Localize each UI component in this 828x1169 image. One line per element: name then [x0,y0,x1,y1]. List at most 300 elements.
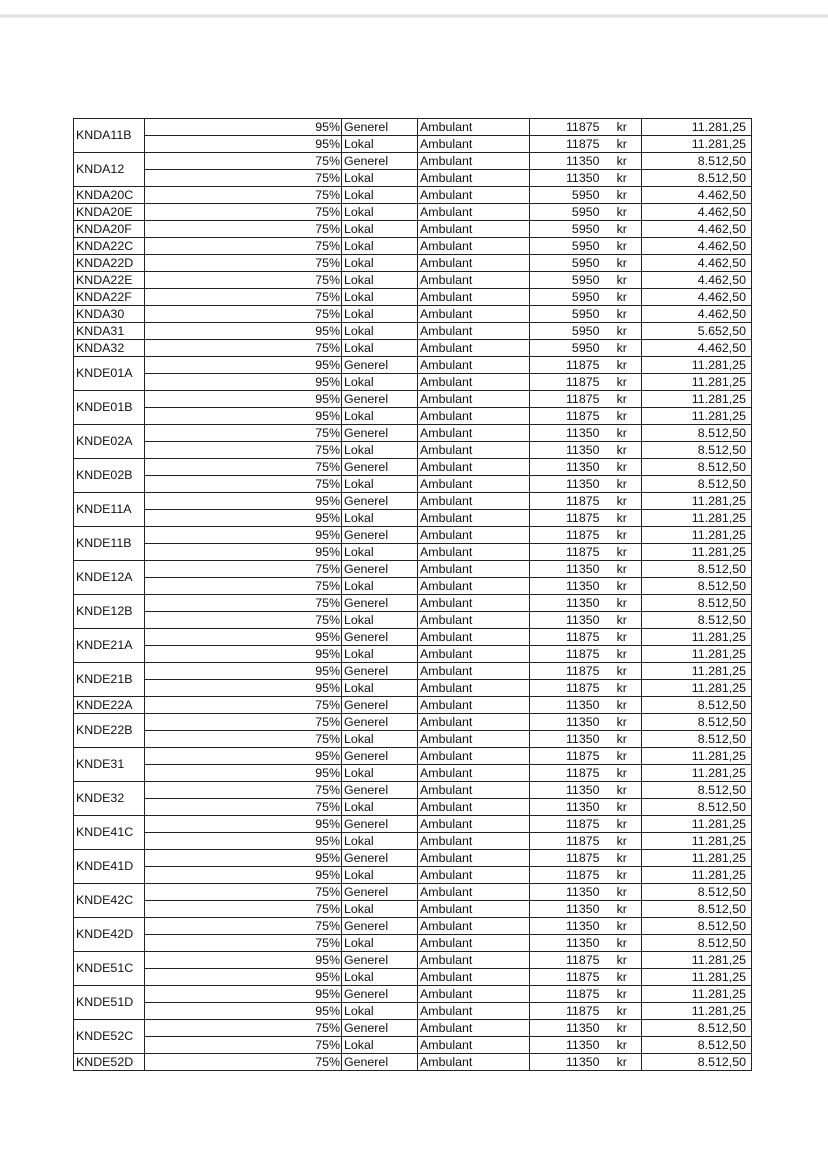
mode-cell: Ambulant [418,612,530,629]
price-cell: 5950 [530,221,603,238]
mode-cell: Ambulant [418,731,530,748]
currency-cell: kr [603,340,642,357]
price-cell: 11350 [530,1054,603,1071]
blank-cell [145,425,268,442]
mode-cell: Ambulant [418,476,530,493]
scan-edge-line [0,14,828,18]
table-row [74,782,752,799]
blank-cell [145,1037,268,1054]
type-cell: Lokal [342,187,418,204]
price-cell: 11875 [530,952,603,969]
type-cell: Lokal [342,442,418,459]
percent-cell: 95% [268,646,342,663]
mode-cell: Ambulant [418,255,530,272]
blank-cell [145,204,268,221]
table-row [74,136,752,153]
code-cell: KNDA20C [74,187,145,204]
code-cell: KNDE52D [74,1054,145,1071]
type-cell: Generel [342,1054,418,1071]
table-row [74,153,752,170]
percent-cell: 75% [268,595,342,612]
mode-cell: Ambulant [418,272,530,289]
percent-cell: 95% [268,493,342,510]
blank-cell [145,1020,268,1037]
amount-cell: 11.281,25 [642,867,752,884]
type-cell: Generel [342,425,418,442]
type-cell: Generel [342,119,418,136]
type-cell: Lokal [342,510,418,527]
amount-cell: 11.281,25 [642,374,752,391]
code-cell: KNDE32 [74,782,145,816]
price-cell: 5950 [530,255,603,272]
mode-cell: Ambulant [418,663,530,680]
amount-cell: 8.512,50 [642,935,752,952]
blank-cell [145,442,268,459]
code-cell: KNDE22A [74,697,145,714]
blank-cell [145,986,268,1003]
type-cell: Generel [342,918,418,935]
currency-cell: kr [603,374,642,391]
table-row [74,765,752,782]
code-cell: KNDE02A [74,425,145,459]
percent-cell: 75% [268,1020,342,1037]
mode-cell: Ambulant [418,442,530,459]
percent-cell: 95% [268,765,342,782]
price-cell: 11875 [530,136,603,153]
blank-cell [145,340,268,357]
type-cell: Lokal [342,680,418,697]
amount-cell: 4.462,50 [642,187,752,204]
table-row [74,697,752,714]
type-cell: Lokal [342,578,418,595]
currency-cell: kr [603,663,642,680]
amount-cell: 4.462,50 [642,238,752,255]
blank-cell [145,170,268,187]
blank-cell [145,969,268,986]
mode-cell: Ambulant [418,374,530,391]
price-cell: 11350 [530,561,603,578]
mode-cell: Ambulant [418,629,530,646]
mode-cell: Ambulant [418,527,530,544]
type-cell: Generel [342,952,418,969]
blank-cell [145,935,268,952]
amount-cell: 11.281,25 [642,629,752,646]
currency-cell: kr [603,816,642,833]
blank-cell [145,153,268,170]
table-row [74,425,752,442]
table-row [74,663,752,680]
currency-cell: kr [603,646,642,663]
mode-cell: Ambulant [418,459,530,476]
currency-cell: kr [603,986,642,1003]
table-row [74,1003,752,1020]
type-cell: Generel [342,459,418,476]
mode-cell: Ambulant [418,969,530,986]
mode-cell: Ambulant [418,119,530,136]
price-cell: 5950 [530,289,603,306]
blank-cell [145,731,268,748]
mode-cell: Ambulant [418,391,530,408]
type-cell: Lokal [342,221,418,238]
price-cell: 11875 [530,374,603,391]
amount-cell: 11.281,25 [642,952,752,969]
price-cell: 11350 [530,918,603,935]
percent-cell: 75% [268,255,342,272]
mode-cell: Ambulant [418,782,530,799]
type-cell: Generel [342,1020,418,1037]
price-cell: 11350 [530,884,603,901]
currency-cell: kr [603,408,642,425]
amount-cell: 4.462,50 [642,272,752,289]
blank-cell [145,578,268,595]
percent-cell: 75% [268,731,342,748]
mode-cell: Ambulant [418,1054,530,1071]
price-cell: 5950 [530,323,603,340]
currency-cell: kr [603,901,642,918]
price-cell: 11875 [530,680,603,697]
mode-cell: Ambulant [418,901,530,918]
table-row [74,459,752,476]
percent-cell: 95% [268,816,342,833]
table-row [74,935,752,952]
blank-cell [145,663,268,680]
amount-cell: 11.281,25 [642,391,752,408]
currency-cell: kr [603,1054,642,1071]
blank-cell [145,595,268,612]
table-row [74,714,752,731]
type-cell: Lokal [342,612,418,629]
currency-cell: kr [603,510,642,527]
price-cell: 11350 [530,782,603,799]
currency-cell: kr [603,306,642,323]
blank-cell [145,374,268,391]
type-cell: Generel [342,153,418,170]
blank-cell [145,765,268,782]
price-cell: 5950 [530,272,603,289]
price-cell: 5950 [530,238,603,255]
price-cell: 5950 [530,306,603,323]
code-cell: KNDA31 [74,323,145,340]
table-row [74,731,752,748]
percent-cell: 95% [268,663,342,680]
currency-cell: kr [603,238,642,255]
type-cell: Lokal [342,1003,418,1020]
percent-cell: 75% [268,578,342,595]
table-row [74,867,752,884]
price-cell: 11875 [530,510,603,527]
percent-cell: 75% [268,170,342,187]
mode-cell: Ambulant [418,952,530,969]
table-row [74,306,752,323]
code-cell: KNDE52C [74,1020,145,1054]
currency-cell: kr [603,459,642,476]
amount-cell: 11.281,25 [642,357,752,374]
amount-cell: 11.281,25 [642,544,752,561]
table-row [74,493,752,510]
percent-cell: 75% [268,187,342,204]
code-cell: KNDE02B [74,459,145,493]
blank-cell [145,510,268,527]
table-row [74,238,752,255]
table-row [74,391,752,408]
code-cell: KNDA22C [74,238,145,255]
percent-cell: 95% [268,986,342,1003]
amount-cell: 11.281,25 [642,136,752,153]
table-row [74,204,752,221]
amount-cell: 8.512,50 [642,612,752,629]
table-row [74,1054,752,1071]
amount-cell: 8.512,50 [642,425,752,442]
percent-cell: 95% [268,136,342,153]
percent-cell: 75% [268,306,342,323]
table-row [74,612,752,629]
currency-cell: kr [603,884,642,901]
amount-cell: 11.281,25 [642,986,752,1003]
type-cell: Lokal [342,289,418,306]
percent-cell: 75% [268,238,342,255]
blank-cell [145,255,268,272]
blank-cell [145,680,268,697]
table-row [74,595,752,612]
price-cell: 11350 [530,578,603,595]
type-cell: Lokal [342,204,418,221]
code-cell: KNDE22B [74,714,145,748]
type-cell: Lokal [342,731,418,748]
type-cell: Lokal [342,969,418,986]
mode-cell: Ambulant [418,680,530,697]
price-cell: 11875 [530,816,603,833]
currency-cell: kr [603,255,642,272]
type-cell: Lokal [342,255,418,272]
table-row [74,986,752,1003]
currency-cell: kr [603,918,642,935]
price-cell: 5950 [530,340,603,357]
code-cell: KNDE21B [74,663,145,697]
table-row [74,884,752,901]
type-cell: Generel [342,697,418,714]
amount-cell: 8.512,50 [642,476,752,493]
code-cell: KNDA22E [74,272,145,289]
table-row [74,170,752,187]
percent-cell: 75% [268,884,342,901]
blank-cell [145,1054,268,1071]
price-table [73,118,752,1071]
code-cell: KNDE11B [74,527,145,561]
blank-cell [145,782,268,799]
currency-cell: kr [603,714,642,731]
mode-cell: Ambulant [418,323,530,340]
currency-cell: kr [603,272,642,289]
price-cell: 5950 [530,204,603,221]
price-cell: 11350 [530,476,603,493]
type-cell: Lokal [342,901,418,918]
currency-cell: kr [603,391,642,408]
table-row [74,629,752,646]
price-cell: 11350 [530,425,603,442]
code-cell: KNDE51C [74,952,145,986]
price-cell: 11875 [530,119,603,136]
blank-cell [145,357,268,374]
mode-cell: Ambulant [418,408,530,425]
price-cell: 11875 [530,765,603,782]
price-cell: 11350 [530,442,603,459]
table-row [74,527,752,544]
percent-cell: 75% [268,153,342,170]
code-cell: KNDE01B [74,391,145,425]
percent-cell: 75% [268,272,342,289]
amount-cell: 8.512,50 [642,782,752,799]
amount-cell: 8.512,50 [642,153,752,170]
price-cell: 11875 [530,748,603,765]
mode-cell: Ambulant [418,578,530,595]
price-cell: 11875 [530,986,603,1003]
currency-cell: kr [603,799,642,816]
table-row [74,357,752,374]
percent-cell: 75% [268,459,342,476]
percent-cell: 75% [268,561,342,578]
blank-cell [145,187,268,204]
price-table-body [74,119,752,1071]
currency-cell: kr [603,204,642,221]
currency-cell: kr [603,969,642,986]
type-cell: Lokal [342,306,418,323]
price-cell: 11350 [530,731,603,748]
type-cell: Generel [342,663,418,680]
blank-cell [145,748,268,765]
amount-cell: 8.512,50 [642,561,752,578]
type-cell: Generel [342,595,418,612]
amount-cell: 8.512,50 [642,595,752,612]
mode-cell: Ambulant [418,238,530,255]
blank-cell [145,901,268,918]
blank-cell [145,306,268,323]
code-cell: KNDE41C [74,816,145,850]
mode-cell: Ambulant [418,306,530,323]
currency-cell: kr [603,476,642,493]
price-cell: 11875 [530,833,603,850]
code-cell: KNDA22D [74,255,145,272]
currency-cell: kr [603,561,642,578]
code-cell: KNDA20F [74,221,145,238]
table-row [74,544,752,561]
blank-cell [145,119,268,136]
type-cell: Lokal [342,272,418,289]
blank-cell [145,952,268,969]
amount-cell: 4.462,50 [642,306,752,323]
code-cell: KNDA30 [74,306,145,323]
amount-cell: 5.652,50 [642,323,752,340]
amount-cell: 11.281,25 [642,680,752,697]
type-cell: Generel [342,986,418,1003]
price-cell: 11875 [530,493,603,510]
mode-cell: Ambulant [418,136,530,153]
percent-cell: 75% [268,799,342,816]
amount-cell: 11.281,25 [642,816,752,833]
blank-cell [145,476,268,493]
table-row [74,187,752,204]
price-cell: 11875 [530,663,603,680]
blank-cell [145,833,268,850]
table-row [74,850,752,867]
blank-cell [145,136,268,153]
percent-cell: 75% [268,935,342,952]
mode-cell: Ambulant [418,714,530,731]
percent-cell: 95% [268,391,342,408]
price-cell: 11875 [530,646,603,663]
price-cell: 11875 [530,527,603,544]
price-cell: 11875 [530,408,603,425]
amount-cell: 11.281,25 [642,1003,752,1020]
price-cell: 11350 [530,595,603,612]
amount-cell: 8.512,50 [642,1054,752,1071]
code-cell: KNDA20E [74,204,145,221]
type-cell: Lokal [342,935,418,952]
code-cell: KNDE12B [74,595,145,629]
code-cell: KNDA32 [74,340,145,357]
table-row [74,289,752,306]
table-row [74,969,752,986]
mode-cell: Ambulant [418,289,530,306]
code-cell: KNDE11A [74,493,145,527]
table-row [74,1037,752,1054]
code-cell: KNDE31 [74,748,145,782]
mode-cell: Ambulant [418,204,530,221]
currency-cell: kr [603,748,642,765]
percent-cell: 75% [268,340,342,357]
type-cell: Generel [342,561,418,578]
amount-cell: 4.462,50 [642,255,752,272]
currency-cell: kr [603,527,642,544]
currency-cell: kr [603,782,642,799]
blank-cell [145,799,268,816]
price-cell: 11875 [530,391,603,408]
table-row [74,119,752,136]
amount-cell: 11.281,25 [642,765,752,782]
price-cell: 11875 [530,357,603,374]
price-cell: 11350 [530,697,603,714]
currency-cell: kr [603,136,642,153]
percent-cell: 95% [268,357,342,374]
percent-cell: 95% [268,408,342,425]
currency-cell: kr [603,765,642,782]
type-cell: Lokal [342,238,418,255]
percent-cell: 95% [268,527,342,544]
table-row [74,918,752,935]
code-cell: KNDA12 [74,153,145,187]
table-row [74,680,752,697]
currency-cell: kr [603,357,642,374]
currency-cell: kr [603,595,642,612]
amount-cell: 11.281,25 [642,510,752,527]
table-row [74,408,752,425]
amount-cell: 4.462,50 [642,221,752,238]
type-cell: Generel [342,884,418,901]
code-cell: KNDE51D [74,986,145,1020]
blank-cell [145,323,268,340]
table-row [74,272,752,289]
amount-cell: 8.512,50 [642,697,752,714]
code-cell: KNDE41D [74,850,145,884]
type-cell: Lokal [342,476,418,493]
currency-cell: kr [603,935,642,952]
currency-cell: kr [603,833,642,850]
percent-cell: 75% [268,714,342,731]
price-cell: 11350 [530,935,603,952]
currency-cell: kr [603,612,642,629]
percent-cell: 75% [268,221,342,238]
percent-cell: 75% [268,1037,342,1054]
price-cell: 11875 [530,850,603,867]
